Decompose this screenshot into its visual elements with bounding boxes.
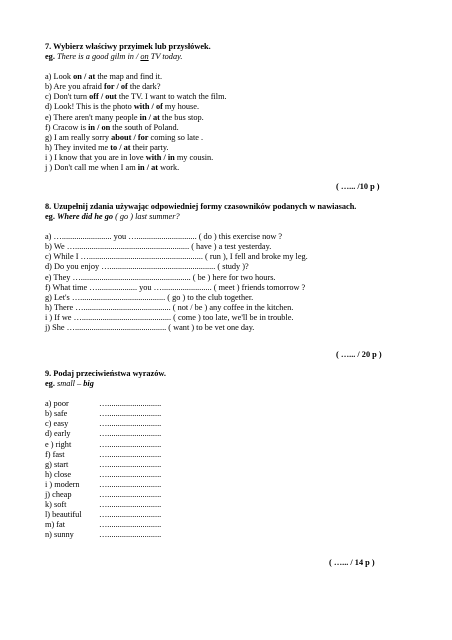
example-separator: / bbox=[133, 52, 141, 62]
example-label: eg. bbox=[45, 212, 55, 222]
item-options: in / at bbox=[137, 163, 159, 173]
exercise-8-item: h) There ….......................................... ( not / be ) any coffee in the kitchen. bbox=[45, 302, 294, 312]
exercise-9-item bbox=[45, 429, 415, 439]
exercise-7-item bbox=[45, 133, 415, 143]
item-word: l) beautiful bbox=[45, 510, 82, 520]
exercise-8-item: a) …........................ you …............................. ( do ) this exercise now ? bbox=[45, 232, 283, 242]
example-word: small bbox=[56, 379, 75, 389]
exercise-9-item bbox=[45, 409, 415, 419]
exercise-7-item bbox=[45, 82, 415, 92]
answer-blank: ….......................... bbox=[99, 510, 162, 520]
answer-blank: ….......................... bbox=[99, 469, 162, 479]
item-text-end: coming so late . bbox=[148, 132, 204, 142]
exercise-8-item: e) They …..................................................... ( be ) here for two hours. bbox=[45, 272, 276, 282]
item-word: f) fast bbox=[45, 449, 65, 459]
example-label: eg. bbox=[45, 379, 55, 389]
exercise-7-item bbox=[45, 72, 415, 82]
exercise-9-item bbox=[45, 460, 415, 470]
exercise-8-item: c) While I …....................................................... ( run ), I fell and broke my leg. bbox=[45, 252, 308, 262]
answer-blank: ….......................... bbox=[99, 479, 162, 489]
exercise-7-item bbox=[45, 102, 415, 112]
exercise-9-example bbox=[45, 379, 415, 389]
exercise-7-item bbox=[45, 123, 415, 133]
exercise-8-title: 8. Uzupełnij zdania używając odpowiedniej formy czasowników podanych w nawiasach. bbox=[45, 202, 357, 211]
item-text-end: my house. bbox=[162, 102, 200, 112]
exercise-9-item bbox=[45, 510, 415, 520]
exercise-8-item: d) Do you enjoy …................................................... ( study )? bbox=[45, 262, 249, 272]
answer-blank: ….......................... bbox=[99, 429, 162, 439]
exercise-9-item bbox=[45, 490, 415, 500]
item-word: b) safe bbox=[45, 409, 68, 419]
item-text-end: my cousin. bbox=[174, 152, 214, 162]
item-text-end: the south of Poland. bbox=[110, 122, 179, 132]
exercise-9-item bbox=[45, 480, 415, 490]
answer-blank: ….......................... bbox=[99, 500, 162, 510]
answer-blank: ….......................... bbox=[99, 449, 162, 459]
example-option-in: in bbox=[127, 52, 134, 62]
exercise-8-example bbox=[45, 212, 415, 222]
item-options: in / at bbox=[139, 112, 160, 122]
item-text-end: the map and find it. bbox=[95, 72, 163, 82]
answer-blank: ….......................... bbox=[99, 419, 162, 429]
item-word: d) early bbox=[45, 429, 71, 439]
item-text-end: the TV. I want to watch the film. bbox=[116, 92, 227, 102]
item-text: c) Don't turn bbox=[45, 92, 90, 102]
exercise-7-item bbox=[45, 143, 415, 153]
answer-blank: ….......................... bbox=[99, 399, 162, 409]
item-text: a) Look bbox=[45, 72, 74, 82]
exercise-8-item: i ) If we …........................................... ( come ) too late, we'll be in trouble. bbox=[45, 312, 294, 322]
answer-blank: ….......................... bbox=[99, 459, 162, 469]
item-word: g) start bbox=[45, 459, 69, 469]
answer-blank: ….......................... bbox=[99, 439, 162, 449]
exercise-9-item bbox=[45, 520, 415, 530]
exercise-8-score: ( …... / 20 p ) bbox=[336, 350, 382, 359]
item-text: g) I am really sorry bbox=[45, 132, 112, 142]
item-text-end: the dark? bbox=[127, 82, 161, 92]
exercise-8-item: b) We …....................................................... ( have ) a test yesterday. bbox=[45, 242, 272, 252]
exercise-8-item: f) What time …................... you …........................ ( meet ) friends tomorrow ? bbox=[45, 282, 306, 292]
exercise-9-item bbox=[45, 419, 415, 429]
exercise-9-item bbox=[45, 500, 415, 510]
exercise-7-list bbox=[45, 72, 415, 173]
exercise-7-item bbox=[45, 113, 415, 123]
item-options: for / of bbox=[103, 82, 128, 92]
example-text: There is a good gilm bbox=[56, 52, 128, 62]
exercise-7 bbox=[45, 42, 415, 173]
item-word: m) fat bbox=[45, 520, 66, 530]
item-options: on / at bbox=[73, 72, 96, 82]
item-word: n) sunny bbox=[45, 530, 74, 540]
item-options: about / for bbox=[111, 132, 149, 142]
item-options: off / out bbox=[89, 92, 117, 102]
item-options: with / of bbox=[133, 102, 163, 112]
exercise-7-item bbox=[45, 153, 415, 163]
exercise-7-example bbox=[45, 52, 415, 62]
example-answer: big bbox=[83, 379, 94, 389]
item-text: f) Cracow is bbox=[45, 122, 89, 132]
exercise-8 bbox=[45, 202, 415, 333]
item-text: j ) Don't call me when I am bbox=[45, 163, 138, 173]
exercise-8-item: j) She …............................................ ( want ) to be vet one day. bbox=[45, 323, 255, 333]
item-text: d) Look! This is the photo bbox=[45, 102, 134, 112]
item-text-end: their party. bbox=[130, 142, 169, 152]
exercise-7-item bbox=[45, 163, 415, 173]
item-word: h) close bbox=[45, 469, 72, 479]
item-word: i ) modern bbox=[45, 479, 80, 489]
exercise-9-title: 9. Podaj przeciwieństwa wyrazów. bbox=[45, 369, 166, 378]
item-text: e) There aren't many people bbox=[45, 112, 140, 122]
item-text: h) They invited me bbox=[45, 142, 111, 152]
example-label: eg. bbox=[45, 52, 55, 62]
exercise-8-item: g) Let's …......................................... ( go ) to the club together. bbox=[45, 292, 254, 302]
answer-blank: ….......................... bbox=[99, 409, 162, 419]
exercise-9-item bbox=[45, 450, 415, 460]
exercise-9-list bbox=[45, 399, 415, 540]
exercise-7-score: ( …... /10 p ) bbox=[336, 182, 380, 191]
answer-blank: ….......................... bbox=[99, 530, 162, 540]
item-word: e ) right bbox=[45, 439, 72, 449]
item-options: in / on bbox=[88, 122, 111, 132]
item-text: i ) I know that you are in love bbox=[45, 152, 146, 162]
item-word: c) easy bbox=[45, 419, 69, 429]
exercise-9-score: ( …... / 14 p ) bbox=[329, 558, 375, 567]
item-text: b) Are you afraid bbox=[45, 82, 104, 92]
item-word: j) cheap bbox=[45, 490, 72, 500]
example-text: ( go ) last summer? bbox=[113, 212, 180, 222]
item-options: with / in bbox=[145, 152, 175, 162]
answer-blank: ….......................... bbox=[99, 490, 162, 500]
item-word: k) soft bbox=[45, 500, 67, 510]
item-options: to / at bbox=[110, 142, 131, 152]
exercise-8-list bbox=[45, 232, 415, 333]
item-word: a) poor bbox=[45, 399, 69, 409]
example-answer: Where did he go bbox=[56, 212, 113, 222]
example-answer-on: on bbox=[140, 52, 149, 62]
exercise-9-item bbox=[45, 530, 415, 540]
item-text-end: work. bbox=[158, 163, 180, 173]
exercise-9-item bbox=[45, 470, 415, 480]
answer-blank: ….......................... bbox=[99, 520, 162, 530]
exercise-9-item bbox=[45, 440, 415, 450]
exercise-9 bbox=[45, 369, 415, 541]
exercise-7-title: 7. Wybierz właściwy przyimek lub przysłówek. bbox=[45, 42, 211, 51]
example-text-end: TV today. bbox=[148, 52, 183, 62]
item-text-end: the bus stop. bbox=[159, 112, 204, 122]
exercise-9-item bbox=[45, 399, 415, 409]
example-dash: – bbox=[74, 379, 84, 389]
exercise-7-item bbox=[45, 92, 415, 102]
